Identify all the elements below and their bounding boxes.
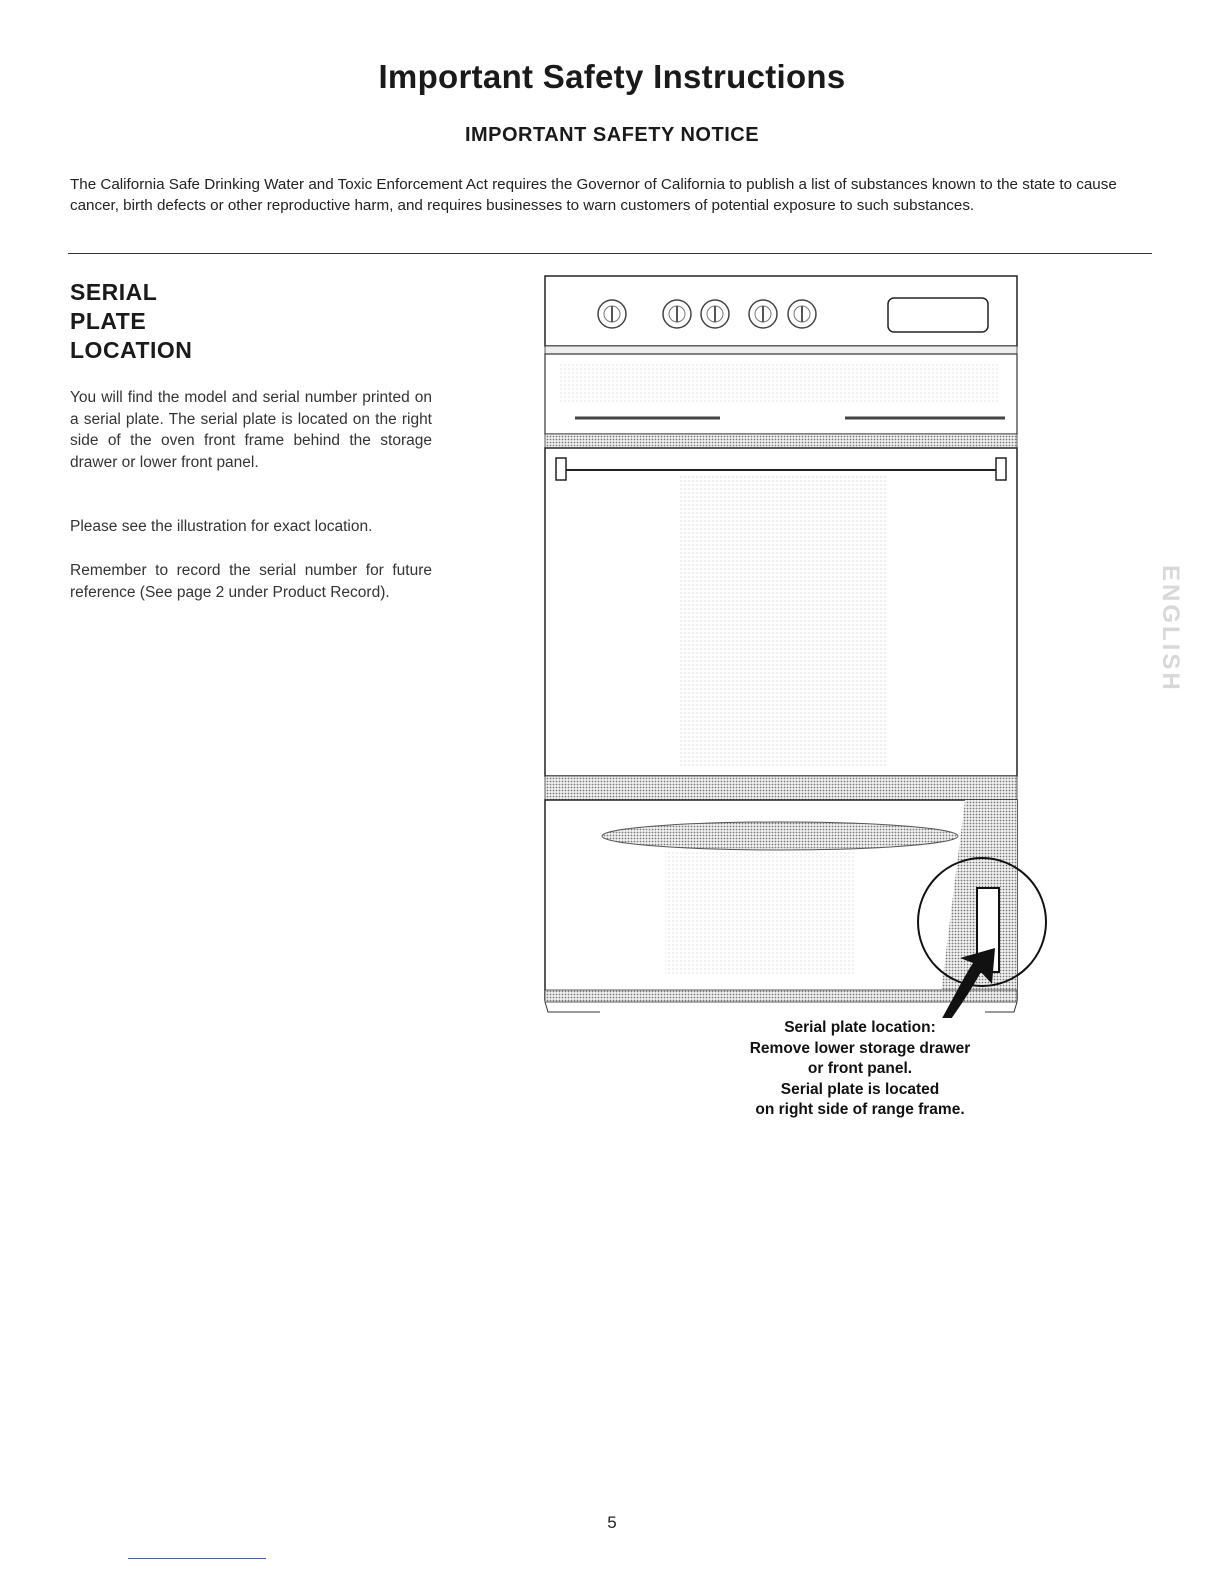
notice-heading: IMPORTANT SAFETY NOTICE (464, 124, 760, 146)
language-side-label: ENGLISH (1157, 565, 1184, 693)
serial-plate-paragraph: Please see the illustration for exact location. (70, 518, 373, 535)
oven-knob-icon (749, 300, 777, 328)
oven-knob-icon (598, 300, 626, 328)
oven-window (678, 476, 888, 766)
heading-line: LOCATION (70, 337, 193, 363)
heading-line: SERIAL (70, 279, 158, 305)
footer-line (128, 1558, 266, 1559)
page-number: 5 (607, 1513, 617, 1532)
page-title: Important Safety Instructions (378, 58, 846, 95)
notice-body: The California Safe Drinking Water and Toxic Enforcement Act requires the Governor of California to publish a list of substances known to the state to cause cancer, birth defects or other reproductive harm, and requires businesses to warn customers of potential exposure to such substances. (70, 176, 1117, 214)
caption-line: Serial plate is located (780, 1080, 940, 1098)
cooktop-section (545, 354, 1017, 448)
serial-plate-paragraph: You will find the model and serial number printed on a serial plate. The serial plate is located on the right side of the oven front frame behind the storage drawer or lower front panel. (70, 389, 432, 471)
range-illustration (535, 268, 1060, 1018)
illustration-caption (695, 1018, 1025, 1121)
oven-knob-icon (788, 300, 816, 328)
caption-line: Serial plate location: (784, 1019, 936, 1036)
section-divider (68, 253, 1152, 254)
caption-line: on right side of range frame. (755, 1101, 965, 1118)
oven-door (545, 448, 1017, 800)
serial-plate-paragraph: Remember to record the serial number for future reference (See page 2 under Product Record). (70, 562, 432, 601)
heading-line: PLATE (70, 308, 147, 334)
caption-line: or front panel. (807, 1060, 913, 1077)
caption-line: Remove lower storage drawer (749, 1039, 971, 1057)
storage-drawer (545, 800, 1017, 1012)
serial-plate-heading (70, 278, 330, 365)
oven-knob-icon (701, 300, 729, 328)
oven-knob-icon (663, 300, 691, 328)
clock-display (888, 298, 988, 332)
